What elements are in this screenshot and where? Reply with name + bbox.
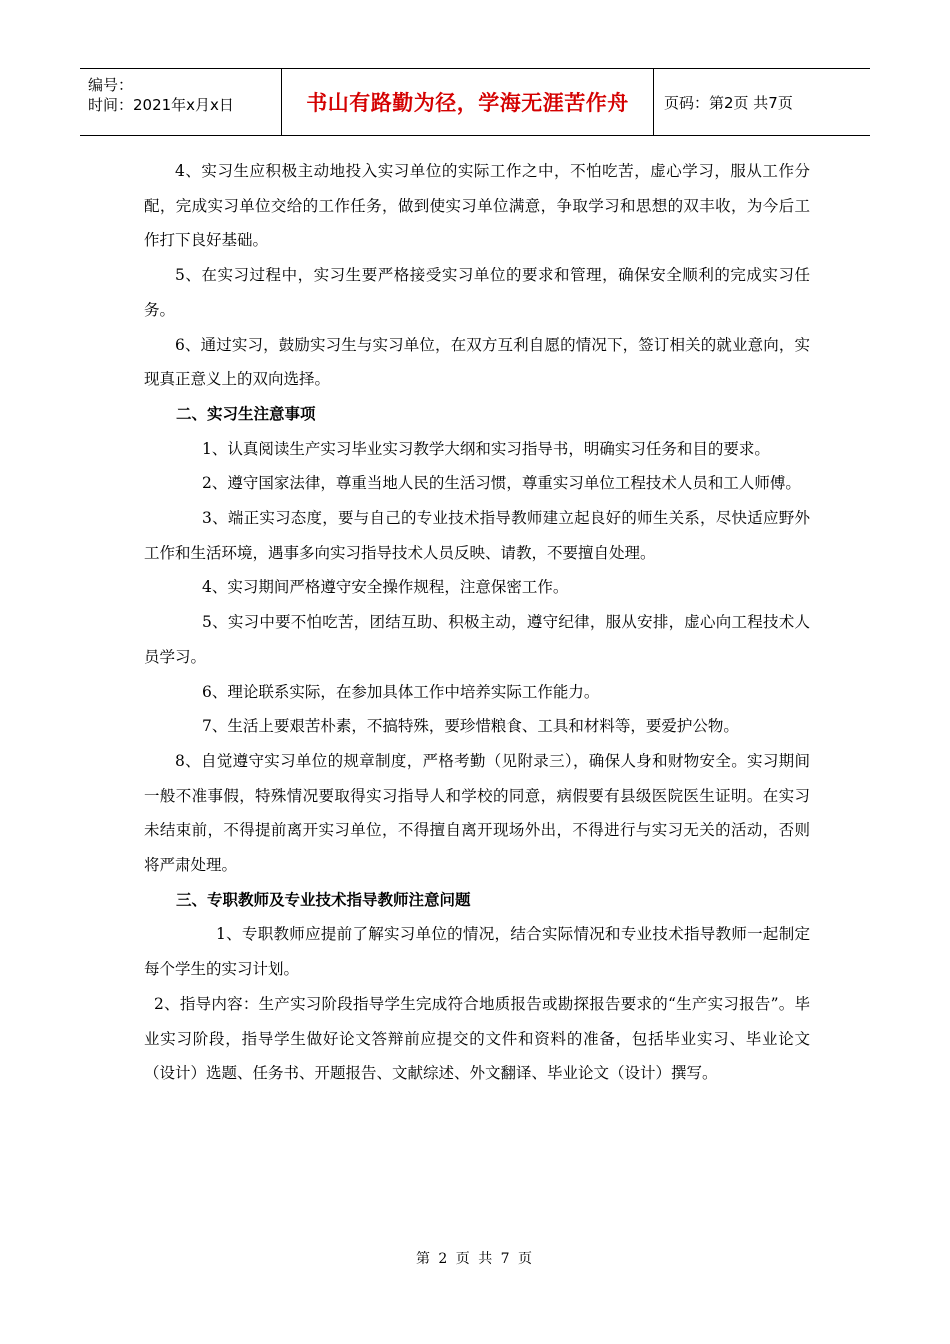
body-paragraph: 8、自觉遵守实习单位的规章制度，严格考勤（见附录三），确保人身和财物安全。实习期间一般不准事假，特殊情况要取得实习指导人和学校的同意，病假要有县级医院医生证明。在实习未结束前，不得提前离开实习单位，不得擅自离开现场外出，不得进行与实习无关的活动，否则将严肃处理。 xyxy=(144,751,810,875)
document-number-label: 编号： xyxy=(88,76,134,94)
body-paragraph: 1、专职教师应提前了解实习单位的情况，结合实际情况和专业技术指导教师一起制定每个学生的实习计划。 xyxy=(144,925,810,979)
document-body xyxy=(144,154,810,1091)
document-time-label: 时间：2021年x月x日 xyxy=(88,96,234,114)
header-info xyxy=(80,69,282,135)
header-page-number: 页码：第2页 共7页 xyxy=(664,93,793,112)
body-paragraph: 6、理论联系实际，在参加具体工作中培养实际工作能力。 xyxy=(202,682,600,701)
body-paragraph: 3、端正实习态度，要与自己的专业技术指导教师建立起良好的师生关系，尽快适应野外工作和生活环境，遇事多向实习指导技术人员反映、请教，不要擅自处理。 xyxy=(144,509,810,562)
body-paragraph: 2、指导内容：生产实习阶段指导学生完成符合地质报告或勘探报告要求的“生产实习报告”。毕业实习阶段，指导学生做好论文答辩前应提交的文件和资料的准备，包括毕业实习、毕业论文（设计）选题、任务书、开题报告、文献综述、外文翻译、毕业论文（设计）撰写。 xyxy=(144,994,810,1083)
body-paragraph: 2、遵守国家法律，尊重当地人民的生活习惯，尊重实习单位工程技术人员和工人师傅。 xyxy=(202,474,801,493)
body-paragraph: 4、实习期间严格遵守安全操作规程，注意保密工作。 xyxy=(202,578,569,597)
body-paragraph: 7、生活上要艰苦朴素，不搞特殊，要珍惜粮食、工具和材料等，要爱护公物。 xyxy=(202,717,739,736)
page-footer: 第 2 页 共 7 页 xyxy=(415,1251,535,1267)
body-paragraph: 4、实习生应积极主动地投入实习单位的实际工作之中，不怕吃苦，虚心学习，服从工作分配，完成实习单位交给的工作任务，做到使实习单位满意，争取学习和思想的双丰收，为今后工作打下良好基础。 xyxy=(144,162,810,250)
body-paragraph: 5、实习中要不怕吃苦，团结互助、积极主动，遵守纪律，服从安排，虚心向工程技术人员学习。 xyxy=(144,613,810,666)
body-paragraph: 6、通过实习，鼓励实习生与实习单位，在双方互利自愿的情况下，签订相关的就业意向，实现真正意义上的双向选择。 xyxy=(144,335,810,389)
body-paragraph: 1、认真阅读生产实习毕业实习教学大纲和实习指导书，明确实习任务和目的要求。 xyxy=(202,439,770,458)
section-heading: 三、专职教师及专业技术指导教师注意问题 xyxy=(176,890,471,909)
body-paragraph: 5、在实习过程中，实习生要严格接受实习单位的要求和管理，确保安全顺利的完成实习任务。 xyxy=(144,266,810,319)
page-header xyxy=(80,68,870,136)
header-motto: 书山有路勤为径，学海无涯苦作舟 xyxy=(282,69,654,135)
section-heading: 二、实习生注意事项 xyxy=(176,404,316,423)
